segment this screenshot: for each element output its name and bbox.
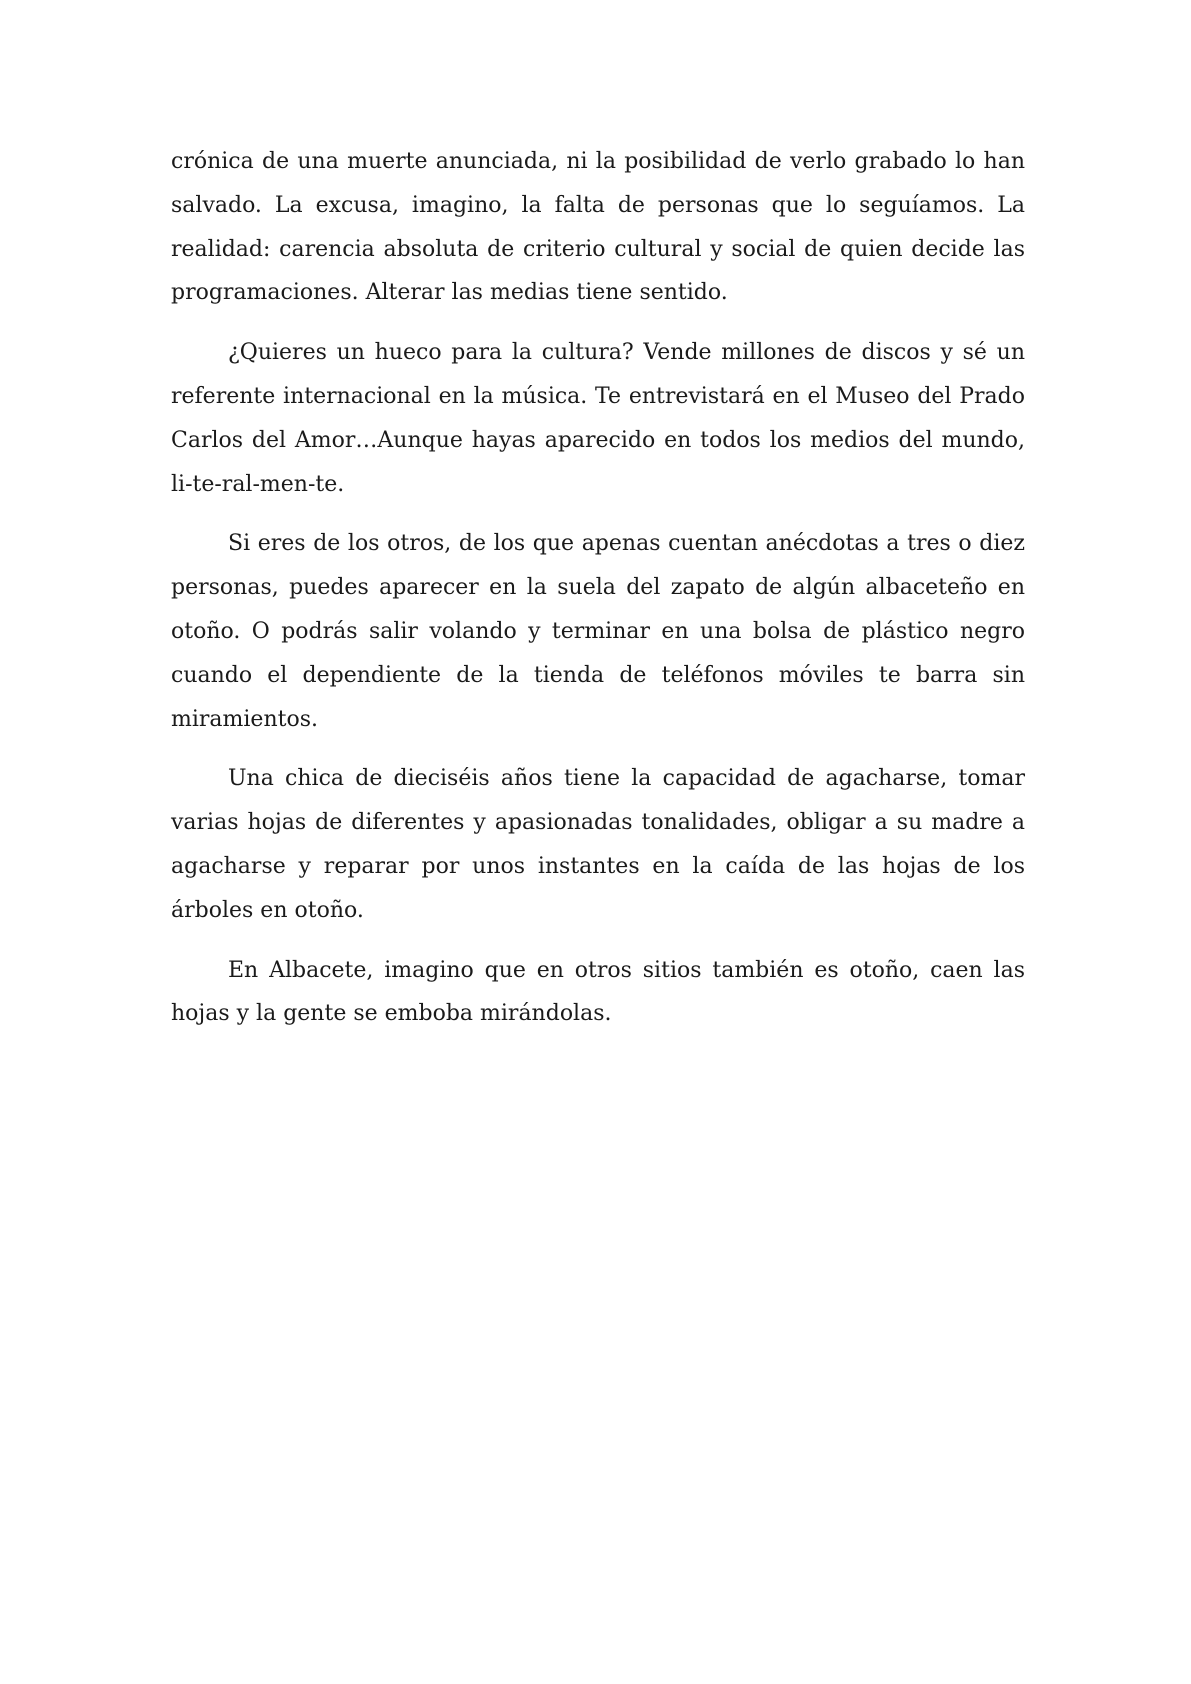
paragraph-4: Una chica de dieciséis años tiene la capacidad de agacharse, tomar varias hojas de diferentes y apasionadas tonalidades, obligar a su madre a agacharse y reparar por unos instantes en la caída de las hojas de los árboles en otoño. [171,766,1025,923]
paragraph-5: En Albacete, imagino que en otros sitios también es otoño, caen las hojas y la gente se emboba mirándolas. [171,957,1025,1027]
paragraph-3: Si eres de los otros, de los que apenas cuentan anécdotas a tres o diez personas, puedes aparecer en la suela del zapato de algún albaceteño en otoño. O podrás salir volando y terminar en una bolsa de plástico negro cuando el dependiente de la tienda de teléfonos móviles te barra sin miramientos. [171,531,1025,732]
paragraph-1: crónica de una muerte anunciada, ni la posibilidad de verlo grabado lo han salvado. La excusa, imagino, la falta de personas que lo seguíamos. La realidad: carencia absoluta de criterio cultural y social de quien decide las programaciones. Alterar las medias tiene sentido. [171,149,1025,306]
paragraph-2: ¿Quieres un hueco para la cultura? Vende millones de discos y sé un referente internacional en la música. Te entrevistará en el Museo del Prado Carlos del Amor…Aunque hayas aparecido en todos los medios del mundo, li-te-ral-men-te. [171,340,1025,497]
body-text [171,140,1025,1052]
